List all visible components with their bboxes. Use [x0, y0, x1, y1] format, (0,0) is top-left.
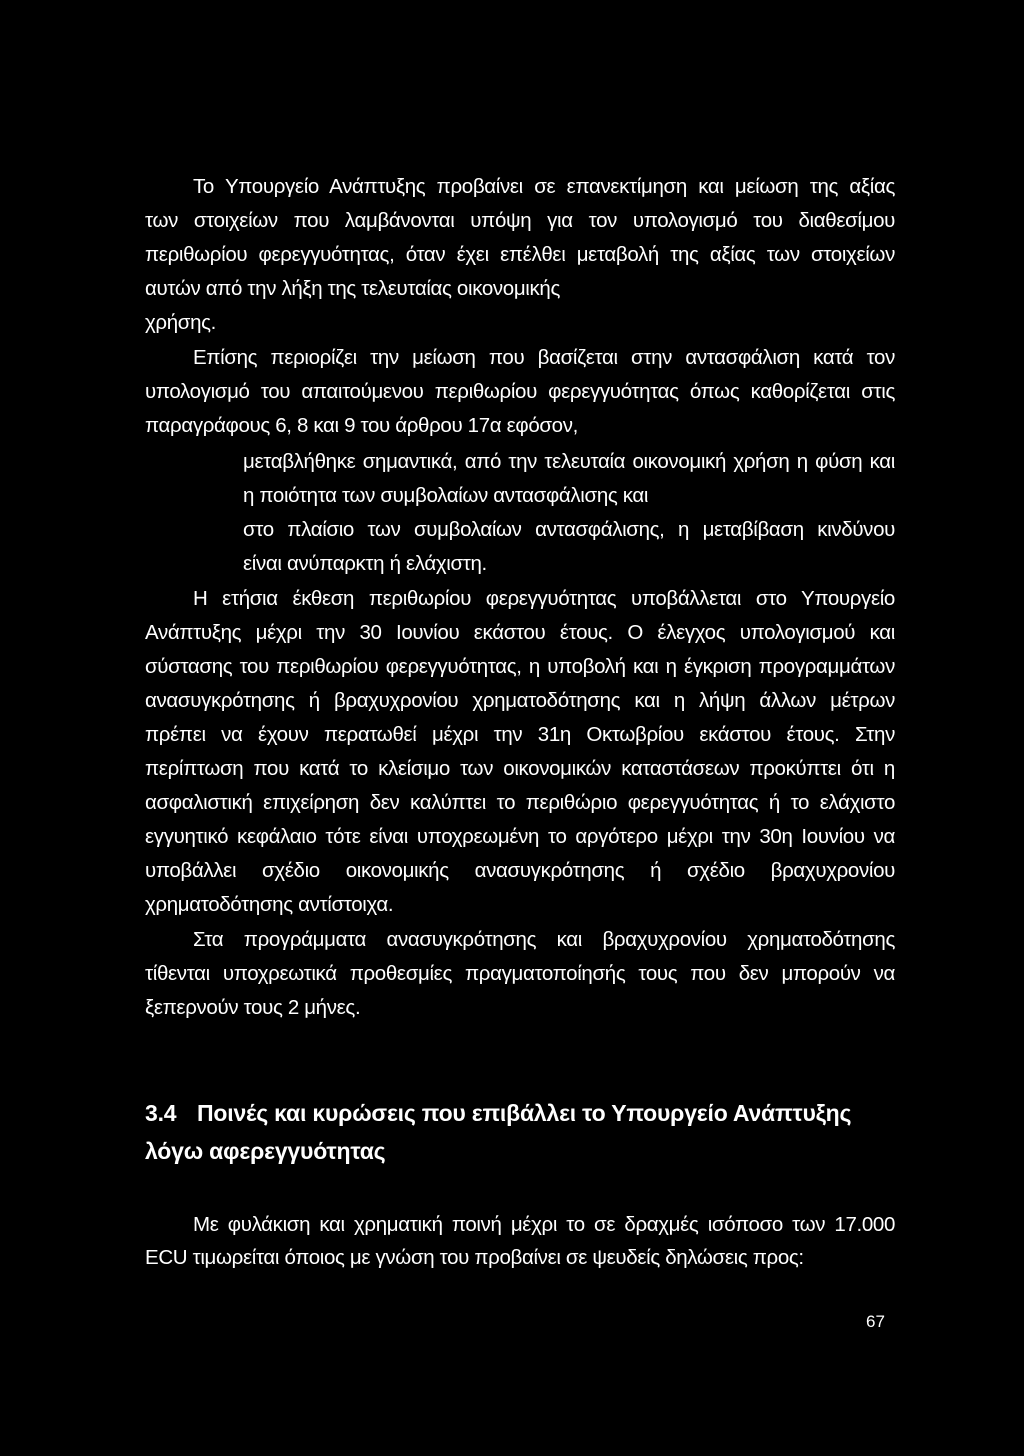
body-text-line: Το Υπουργείο Ανάπτυξης προβαίνει σε επανεκτίμηση και μείωση της αξίας	[193, 175, 895, 198]
body-text-line: περιθωρίου φερεγγυότητας, όταν έχει επέλθει μεταβολή της αξίας των στοιχείων	[145, 243, 895, 266]
section-number: 3.4	[145, 1100, 177, 1126]
body-text-line: τίθενται υποχρεωτικά προθεσμίες πραγματοποίησής τους που δεν μπορούν να	[145, 962, 895, 985]
body-text-line: ανασυγκρότησης ή βραχυχρονίου χρηματοδότησης και η λήψη άλλων μέτρων	[145, 689, 895, 712]
body-text-line: ECU τιμωρείται όποιος με γνώση του προβαίνει σε ψευδείς δηλώσεις προς:	[145, 1246, 804, 1269]
body-text-line: σύστασης του περιθωρίου φερεγγυότητας, η υποβολή και η έγκριση προγραμμάτων	[145, 655, 895, 678]
page-number: 67	[866, 1312, 885, 1331]
condition-line: στο πλαίσιο των συμβολαίων αντασφάλισης, η μεταβίβαση κινδύνου	[243, 518, 895, 541]
body-text-line: των στοιχείων που λαμβάνονται υπόψη για τον υπολογισμό του διαθεσίμου	[145, 209, 895, 232]
body-text-line: Ανάπτυξης μέχρι την 30 Ιουνίου εκάστου έτους. Ο έλεγχος υπολογισμού και	[145, 621, 895, 644]
body-text-line: πρέπει να έχουν περατωθεί μέχρι την 31η Οκτωβρίου εκάστου έτους. Στην	[145, 723, 895, 746]
section-heading	[145, 1096, 851, 1130]
body-text-line: χρήσης.	[145, 311, 217, 334]
body-text-line: Επίσης περιορίζει την μείωση που βασίζεται στην αντασφάλιση κατά τον	[193, 346, 895, 369]
body-text-line: ξεπερνούν τους 2 μήνες.	[145, 996, 361, 1019]
body-text-line: υπολογισμό του απαιτούμενου περιθωρίου φερεγγυότητας όπως καθορίζεται στις	[145, 380, 895, 403]
body-text-line: Η ετήσια έκθεση περιθωρίου φερεγγυότητας υποβάλλεται στο Υπουργείο	[193, 587, 895, 610]
condition-line: είναι ανύπαρκτη ή ελάχιστη.	[243, 552, 487, 575]
section-title-line: Ποινές και κυρώσεις που επιβάλλει το Υπουργείο Ανάπτυξης	[197, 1100, 852, 1126]
body-text-line: αυτών από την λήξη της τελευταίας οικονομικής	[145, 277, 560, 300]
body-text-line: Με φυλάκιση και χρηματική ποινή μέχρι το σε δραχμές ισόποσο των 17.000	[193, 1213, 895, 1236]
body-text-line: Στα προγράμματα ανασυγκρότησης και βραχυχρονίου χρηματοδότησης	[193, 928, 895, 951]
condition-line: η ποιότητα των συμβολαίων αντασφάλισης και	[243, 484, 649, 507]
condition-line: μεταβλήθηκε σημαντικά, από την τελευταία οικονομική χρήση η φύση και	[243, 450, 895, 473]
body-text-line: υποβάλλει σχέδιο οικονομικής ανασυγκρότησης ή σχέδιο βραχυχρονίου	[145, 859, 895, 882]
body-text-line: ασφαλιστική επιχείρηση δεν καλύπτει το περιθώριο φερεγγυότητας ή το ελάχιστο	[145, 791, 895, 814]
body-text-line: εγγυητικό κεφάλαιο τότε είναι υποχρεωμένη το αργότερο μέχρι την 30η Ιουνίου να	[145, 825, 895, 848]
body-text-line: χρηματοδότησης αντίστοιχα.	[145, 893, 394, 916]
section-title-line: λόγω αφερεγγυότητας	[145, 1138, 386, 1164]
body-text-line: παραγράφους 6, 8 και 9 του άρθρου 17α εφόσον,	[145, 414, 578, 437]
body-text-line: περίπτωση που κατά το κλείσιμο των οικονομικών καταστάσεων προκύπτει ότι η	[145, 757, 895, 780]
